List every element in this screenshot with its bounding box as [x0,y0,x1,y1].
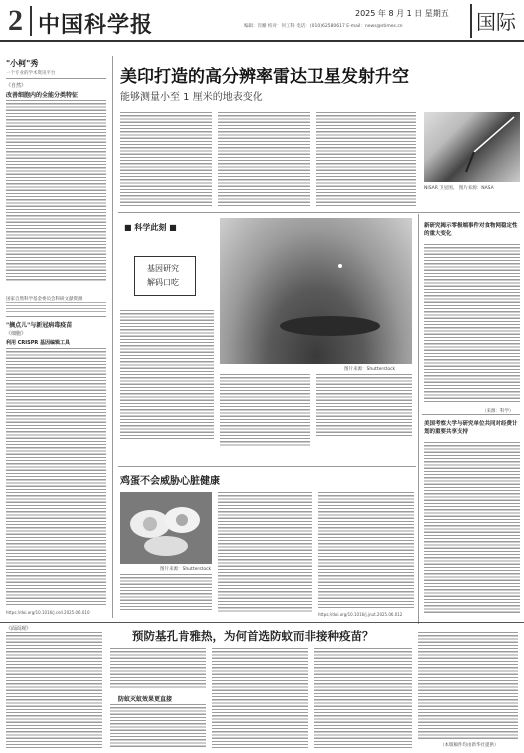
bottom-title: 预防基孔肯雅热，为何首选防蚊而非接种疫苗？ [132,629,374,643]
contact-line: 编辑：肖姗 校对：何工科 电话：(010)62580617 E-mail：news@stimes.cn [244,24,403,29]
lead-body-col1 [120,112,212,208]
sidebar-footer-link: https://doi.org/10.1016/j.cell.2025.06.010 [6,610,90,615]
egg-photo [120,492,212,564]
feature-body-left [120,310,214,440]
right-item1-credit: （来源：科学） [482,409,514,414]
right-item1-body [424,244,520,404]
lead-body-col3 [316,112,416,208]
left-sidebar [6,58,108,618]
bottom-body-col1b [110,704,206,748]
item1-title: 改善细胞内的全能分类特征 [6,92,79,99]
bottom-body-left [6,632,102,748]
feature-headline-box [134,256,196,296]
feature-photo [220,218,412,364]
feature-body-col1 [220,374,310,446]
item2-title: "摘点儿"与新冠病毒疫苗 [6,322,73,329]
sidebar-section-sub: 一个专业的学术资讯平台 [6,71,56,76]
item1-tag: 《自然》 [6,83,27,89]
lead-title: 美印打造的高分辨率雷达卫星发射升空 [120,67,409,87]
lead-photo [424,112,520,182]
item2-sub: 利用 CRISPR 基因编辑工具 [6,340,70,346]
egg-photo-credit: 图片来源：Shutterstock [160,567,212,572]
egg-body-col2 [318,492,414,608]
item1-caption: 国家自然科学基金委员会科研文献资源 [6,297,83,302]
bottom-subhead: 防蚊灭蚊效果更直接 [118,696,173,703]
bottom-body-col4 [418,632,518,740]
bottom-section-tag: 《面面观》 [6,626,32,632]
section-label: 国际 [476,10,516,34]
right-item1-title: 新研究揭示零极端事件对食物网稳定性的重大变化 [424,223,518,237]
face-image [220,218,412,364]
sidebar-section-title: "小柯"秀 [6,59,39,68]
right-item2-body [424,442,520,614]
bottom-body-col1 [110,648,206,688]
egg-body-col1 [218,492,312,612]
item2-body [6,348,106,606]
eggs-image [120,492,212,564]
paper-name: 中国科学报 [38,12,154,38]
feature-headline-line2: 解码口吃 [147,278,179,287]
date-line: 2025 年 8 月 1 日 星期五 [355,9,449,18]
feature-headline-line1: 基因研究 [147,264,179,273]
bottom-body-col2 [212,648,308,748]
page-number: 2 [8,4,23,37]
item2-tag: 《细胞》 [6,331,27,337]
feature-tag-text: 科学此刻 [134,223,167,232]
egg-footer-link: https://doi.org/10.1016/j.jnut.2025.06.012 [318,612,403,617]
bottom-body-col3 [314,648,412,748]
satellite-image [424,112,520,182]
item1-body [6,100,106,282]
egg-title: 鸡蛋不会威胁心脏健康 [120,476,220,487]
lead-body-col2 [218,112,310,208]
feature-photo-credit: 图片来源：Shutterstock [344,367,396,372]
masthead [0,0,524,44]
feature-tag: ■ 科学此刻 ■ [124,223,177,232]
bottom-footer-note: （本版稿件均由新华社提供） [440,743,499,748]
feature-body-col2 [316,374,412,436]
lead-photo-caption: NISAR 卫星图。 图片来源：NASA [424,186,494,191]
egg-body-under-photo [120,574,212,610]
right-item2-title: 美国考察大学与研究单位共同对经费计划的重要共享支持 [424,421,518,435]
lead-subtitle: 能够测量小至 1 厘米的地表变化 [120,92,263,103]
